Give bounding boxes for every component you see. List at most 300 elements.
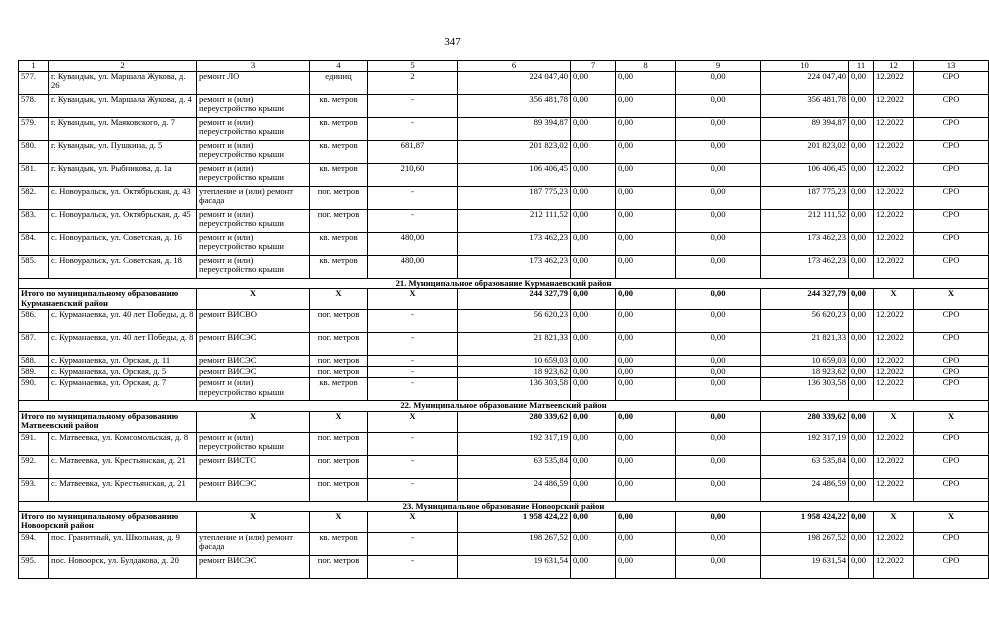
row-number: 590.	[19, 378, 49, 401]
cell-col6: 1 958 424,22	[458, 511, 571, 532]
table-row	[19, 333, 989, 356]
cell-col9: 0,00	[676, 511, 761, 532]
work-type-cell: ремонт ВИСТС	[197, 455, 310, 478]
quantity-cell: -	[368, 378, 458, 401]
cell-col8: 0,00	[616, 455, 676, 478]
cell-col8: 0,00	[616, 141, 676, 164]
cell-col10: 244 327,79	[761, 289, 849, 310]
subtotal-label: Итого по муниципальному образованию Курманаевский район	[19, 289, 197, 310]
cell-col8: 0,00	[616, 72, 676, 95]
cell-col6: 187 775,23	[458, 187, 571, 210]
quantity-cell: 681,87	[368, 141, 458, 164]
work-type-cell: утепление и (или) ремонт фасада	[197, 532, 310, 555]
cell-col11: 0,00	[849, 411, 874, 432]
unit-cell: кв. метров	[310, 118, 368, 141]
row-number: 594.	[19, 532, 49, 555]
cell-col12: 12.2022	[874, 310, 914, 333]
cell-col13: СРО	[914, 72, 989, 95]
cell-col7: 0,00	[571, 210, 616, 233]
cell-col8: 0,00	[616, 432, 676, 455]
cell-col7: 0,00	[571, 532, 616, 555]
cell-col8: 0,00	[616, 511, 676, 532]
column-number-cell: 2	[49, 61, 197, 72]
cell-col6: 244 327,79	[458, 289, 571, 310]
column-number-cell: 11	[849, 61, 874, 72]
cell-col10: 63 535,84	[761, 455, 849, 478]
cell-col9: 0,00	[676, 118, 761, 141]
row-number: 583.	[19, 210, 49, 233]
cell-col9: 0,00	[676, 164, 761, 187]
quantity-cell: -	[368, 367, 458, 378]
table-row	[19, 455, 989, 478]
cell-col13: X	[914, 411, 989, 432]
row-number: 593.	[19, 478, 49, 501]
cell-col9: 0,00	[676, 333, 761, 356]
cell-col8: 0,00	[616, 356, 676, 367]
work-type-cell: ремонт и (или) переустройство крыши	[197, 432, 310, 455]
cell-col11: 0,00	[849, 378, 874, 401]
quantity-cell: 210,60	[368, 164, 458, 187]
cell-col10: 356 481,78	[761, 95, 849, 118]
work-type-cell: ремонт ВИСЭС	[197, 356, 310, 367]
table-row	[19, 141, 989, 164]
cell-col10: 21 821,33	[761, 333, 849, 356]
column-number-cell: 3	[197, 61, 310, 72]
quantity-cell: 480,00	[368, 233, 458, 256]
quantity-cell: -	[368, 478, 458, 501]
unit-cell: пог. метров	[310, 555, 368, 578]
cell-col8: 0,00	[616, 310, 676, 333]
work-type-cell: ремонт и (или) переустройство крыши	[197, 378, 310, 401]
cell-col7: 0,00	[571, 378, 616, 401]
cell-col11: 0,00	[849, 532, 874, 555]
cell-col6: 18 923,62	[458, 367, 571, 378]
table-row	[19, 555, 989, 578]
cell-col8: 0,00	[616, 367, 676, 378]
address-cell: с. Новоуральск, ул. Советская, д. 16	[49, 233, 197, 256]
table-row	[19, 187, 989, 210]
cell-col12: 12.2022	[874, 164, 914, 187]
unit-cell: пог. метров	[310, 187, 368, 210]
cell-col8: 0,00	[616, 256, 676, 279]
row-number: 587.	[19, 333, 49, 356]
section-heading-row	[19, 279, 989, 289]
cell-col12: 12.2022	[874, 118, 914, 141]
row-number: 595.	[19, 555, 49, 578]
cell-col12: 12.2022	[874, 256, 914, 279]
cell-col6: 56 620,23	[458, 310, 571, 333]
quantity-cell: -	[368, 532, 458, 555]
cell-col6: 24 486,59	[458, 478, 571, 501]
cell-col13: СРО	[914, 532, 989, 555]
cell-col8: 0,00	[616, 233, 676, 256]
cell-col9: 0,00	[676, 356, 761, 367]
subtotal-label: Итого по муниципальному образованию Новоорский район	[19, 511, 197, 532]
table-row	[19, 356, 989, 367]
subtotal-label: Итого по муниципальному образованию Матвеевский район	[19, 411, 197, 432]
cell-col12: 12.2022	[874, 555, 914, 578]
cell-col6: 89 394,87	[458, 118, 571, 141]
row-number: 578.	[19, 95, 49, 118]
cell-col6: 10 659,03	[458, 356, 571, 367]
cell-col11: 0,00	[849, 455, 874, 478]
cell-col9: 0,00	[676, 532, 761, 555]
cell-col11: 0,00	[849, 289, 874, 310]
cell-col11: 0,00	[849, 141, 874, 164]
cell-col13: СРО	[914, 310, 989, 333]
table-row	[19, 256, 989, 279]
row-number: 577.	[19, 72, 49, 95]
quantity-cell: -	[368, 555, 458, 578]
cell-col11: 0,00	[849, 210, 874, 233]
cell-col6: 173 462,23	[458, 256, 571, 279]
cell-col9: 0,00	[676, 141, 761, 164]
row-number: 592.	[19, 455, 49, 478]
cell-col13: СРО	[914, 118, 989, 141]
cell-col6: 21 821,33	[458, 333, 571, 356]
table-row	[19, 378, 989, 401]
cell-col12: X	[874, 411, 914, 432]
address-cell: г. Кувандык, ул. Маяковского, д. 7	[49, 118, 197, 141]
cell-col10: 173 462,23	[761, 233, 849, 256]
cell-col11: 0,00	[849, 256, 874, 279]
cell-col13: СРО	[914, 164, 989, 187]
column-number-cell: 8	[616, 61, 676, 72]
address-cell: с. Курманаевка, ул. 40 лет Победы, д. 8	[49, 310, 197, 333]
address-cell: г. Кувандык, ул. Рыбникова, д. 1а	[49, 164, 197, 187]
section-heading-row	[19, 401, 989, 411]
cell-col11: 0,00	[849, 367, 874, 378]
cell-col13: СРО	[914, 187, 989, 210]
unit-cell: пог. метров	[310, 432, 368, 455]
cell-col6: 106 406,45	[458, 164, 571, 187]
cell-col9: 0,00	[676, 233, 761, 256]
table-row	[19, 210, 989, 233]
cell-col8: 0,00	[616, 411, 676, 432]
cell-col10: 106 406,45	[761, 164, 849, 187]
cell-col6: 192 317,19	[458, 432, 571, 455]
work-type-cell: ремонт и (или) переустройство крыши	[197, 95, 310, 118]
address-cell: с. Курманаевка, ул. Орская, д. 11	[49, 356, 197, 367]
cell-col11: 0,00	[849, 310, 874, 333]
work-type-cell: ремонт ВИСЭС	[197, 333, 310, 356]
cell-col9: 0,00	[676, 310, 761, 333]
cell-col10: 187 775,23	[761, 187, 849, 210]
cell-col9: 0,00	[676, 432, 761, 455]
cell-col12: 12.2022	[874, 141, 914, 164]
cell-col7: 0,00	[571, 356, 616, 367]
cell-col13: СРО	[914, 555, 989, 578]
quantity-cell: -	[368, 118, 458, 141]
cell-col10: 280 339,62	[761, 411, 849, 432]
row-number: 586.	[19, 310, 49, 333]
column-number-cell: 4	[310, 61, 368, 72]
unit-cell: кв. метров	[310, 95, 368, 118]
page-number: 347	[444, 36, 461, 48]
section-title: 22. Муниципальное образование Матвеевский район	[19, 401, 989, 411]
table-row	[19, 118, 989, 141]
cell-col13: X	[914, 289, 989, 310]
work-type-cell: ремонт ВИСВО	[197, 310, 310, 333]
column-number-cell: 9	[676, 61, 761, 72]
quantity-cell: -	[368, 455, 458, 478]
cell-col11: 0,00	[849, 432, 874, 455]
work-type-cell: ремонт ВИСЭС	[197, 478, 310, 501]
cell-col8: 0,00	[616, 95, 676, 118]
cell-col7: 0,00	[571, 455, 616, 478]
unit-cell: пог. метров	[310, 478, 368, 501]
cell-col8: 0,00	[616, 118, 676, 141]
unit-cell: пог. метров	[310, 367, 368, 378]
address-cell: г. Кувандык, ул. Маршала Жукова, д. 26	[49, 72, 197, 95]
unit-cell: кв. метров	[310, 256, 368, 279]
address-cell: с. Матвеевка, ул. Крестьянская, д. 21	[49, 478, 197, 501]
table-row	[19, 478, 989, 501]
cell-col9: 0,00	[676, 411, 761, 432]
cell-col7: 0,00	[571, 118, 616, 141]
row-number: 584.	[19, 233, 49, 256]
cell-col9: 0,00	[676, 555, 761, 578]
cell-col5: X	[368, 289, 458, 310]
cell-col8: 0,00	[616, 210, 676, 233]
address-cell: пос. Новоорск, ул. Булдакова, д. 20	[49, 555, 197, 578]
quantity-cell: -	[368, 187, 458, 210]
cell-col7: 0,00	[571, 432, 616, 455]
cell-col12: 12.2022	[874, 333, 914, 356]
cell-col3: X	[197, 511, 310, 532]
quantity-cell: -	[368, 95, 458, 118]
cell-col9: 0,00	[676, 256, 761, 279]
cell-col12: X	[874, 289, 914, 310]
address-cell: с. Матвеевка, ул. Крестьянская, д. 21	[49, 455, 197, 478]
cell-col7: 0,00	[571, 187, 616, 210]
unit-cell: пог. метров	[310, 210, 368, 233]
table-row	[19, 72, 989, 95]
quantity-cell: -	[368, 210, 458, 233]
quantity-cell: -	[368, 432, 458, 455]
table-row	[19, 310, 989, 333]
work-type-cell: ремонт и (или) переустройство крыши	[197, 164, 310, 187]
unit-cell: пог. метров	[310, 356, 368, 367]
unit-cell: кв. метров	[310, 164, 368, 187]
unit-cell: кв. метров	[310, 141, 368, 164]
cell-col7: 0,00	[571, 72, 616, 95]
cell-col8: 0,00	[616, 187, 676, 210]
cell-col12: 12.2022	[874, 455, 914, 478]
cell-col6: 198 267,52	[458, 532, 571, 555]
row-number: 582.	[19, 187, 49, 210]
work-type-cell: ремонт и (или) переустройство крыши	[197, 256, 310, 279]
unit-cell: пог. метров	[310, 310, 368, 333]
cell-col7: 0,00	[571, 256, 616, 279]
cell-col8: 0,00	[616, 333, 676, 356]
address-cell: с. Курманаевка, ул. 40 лет Победы, д. 8	[49, 333, 197, 356]
cell-col9: 0,00	[676, 210, 761, 233]
row-number: 591.	[19, 432, 49, 455]
column-number-cell: 7	[571, 61, 616, 72]
work-type-cell: ремонт и (или) переустройство крыши	[197, 233, 310, 256]
table-row	[19, 532, 989, 555]
work-type-cell: ремонт ЛО	[197, 72, 310, 95]
unit-cell: пог. метров	[310, 455, 368, 478]
cell-col7: 0,00	[571, 141, 616, 164]
unit-cell: кв. метров	[310, 233, 368, 256]
quantity-cell: 480,00	[368, 256, 458, 279]
cell-col11: 0,00	[849, 164, 874, 187]
cell-col12: 12.2022	[874, 187, 914, 210]
cell-col6: 19 631,54	[458, 555, 571, 578]
address-cell: с. Курманаевка, ул. Орская, д. 5	[49, 367, 197, 378]
cell-col10: 89 394,87	[761, 118, 849, 141]
capital-repair-register-table	[18, 60, 989, 579]
cell-col12: 12.2022	[874, 478, 914, 501]
cell-col7: 0,00	[571, 95, 616, 118]
section-title: 21. Муниципальное образование Курманаевский район	[19, 279, 989, 289]
cell-col8: 0,00	[616, 478, 676, 501]
table-row	[19, 432, 989, 455]
unit-cell: кв. метров	[310, 378, 368, 401]
subtotal-row	[19, 511, 989, 532]
quantity-cell: -	[368, 356, 458, 367]
cell-col7: 0,00	[571, 411, 616, 432]
cell-col6: 201 823,02	[458, 141, 571, 164]
cell-col12: 12.2022	[874, 356, 914, 367]
cell-col9: 0,00	[676, 478, 761, 501]
work-type-cell: ремонт и (или) переустройство крыши	[197, 210, 310, 233]
cell-col13: СРО	[914, 478, 989, 501]
cell-col13: СРО	[914, 367, 989, 378]
cell-col9: 0,00	[676, 95, 761, 118]
cell-col6: 280 339,62	[458, 411, 571, 432]
table-body	[19, 61, 989, 579]
work-type-cell: ремонт и (или) переустройство крыши	[197, 118, 310, 141]
cell-col10: 224 047,40	[761, 72, 849, 95]
cell-col12: 12.2022	[874, 378, 914, 401]
address-cell: с. Новоуральск, ул. Октябрьская, д. 45	[49, 210, 197, 233]
cell-col10: 56 620,23	[761, 310, 849, 333]
cell-col6: 212 111,52	[458, 210, 571, 233]
cell-col12: X	[874, 511, 914, 532]
cell-col9: 0,00	[676, 378, 761, 401]
cell-col12: 12.2022	[874, 72, 914, 95]
subtotal-row	[19, 411, 989, 432]
address-cell: г. Кувандык, ул. Маршала Жукова, д. 4	[49, 95, 197, 118]
address-cell: с. Новоуральск, ул. Советская, д. 18	[49, 256, 197, 279]
cell-col3: X	[197, 411, 310, 432]
work-type-cell: утепление и (или) ремонт фасада	[197, 187, 310, 210]
cell-col12: 12.2022	[874, 432, 914, 455]
section-title: 23. Муниципальное образование Новоорский район	[19, 501, 989, 511]
column-number-cell: 5	[368, 61, 458, 72]
cell-col13: X	[914, 511, 989, 532]
cell-col11: 0,00	[849, 478, 874, 501]
cell-col13: СРО	[914, 141, 989, 164]
cell-col7: 0,00	[571, 555, 616, 578]
quantity-cell: -	[368, 310, 458, 333]
address-cell: г. Кувандык, ул. Пушкина, д. 5	[49, 141, 197, 164]
cell-col13: СРО	[914, 455, 989, 478]
table-row	[19, 367, 989, 378]
unit-cell: единиц	[310, 72, 368, 95]
work-type-cell: ремонт и (или) переустройство крыши	[197, 141, 310, 164]
cell-col9: 0,00	[676, 367, 761, 378]
cell-col7: 0,00	[571, 164, 616, 187]
unit-cell: кв. метров	[310, 532, 368, 555]
cell-col8: 0,00	[616, 289, 676, 310]
cell-col8: 0,00	[616, 164, 676, 187]
row-number: 581.	[19, 164, 49, 187]
cell-col7: 0,00	[571, 310, 616, 333]
cell-col7: 0,00	[571, 333, 616, 356]
cell-col13: СРО	[914, 233, 989, 256]
cell-col10: 136 303,58	[761, 378, 849, 401]
cell-col13: СРО	[914, 333, 989, 356]
cell-col4: X	[310, 511, 368, 532]
address-cell: с. Курманаевка, ул. Орская, д. 7	[49, 378, 197, 401]
cell-col8: 0,00	[616, 555, 676, 578]
cell-col8: 0,00	[616, 378, 676, 401]
column-number-cell: 13	[914, 61, 989, 72]
row-number: 585.	[19, 256, 49, 279]
cell-col13: СРО	[914, 432, 989, 455]
cell-col6: 63 535,84	[458, 455, 571, 478]
cell-col12: 12.2022	[874, 532, 914, 555]
row-number: 580.	[19, 141, 49, 164]
cell-col11: 0,00	[849, 511, 874, 532]
cell-col12: 12.2022	[874, 367, 914, 378]
table-row	[19, 164, 989, 187]
table-row	[19, 95, 989, 118]
cell-col9: 0,00	[676, 455, 761, 478]
address-cell: с. Матвеевка, ул. Комсомольская, д. 8	[49, 432, 197, 455]
cell-col11: 0,00	[849, 555, 874, 578]
cell-col3: X	[197, 289, 310, 310]
column-number-cell: 12	[874, 61, 914, 72]
cell-col5: X	[368, 411, 458, 432]
cell-col11: 0,00	[849, 95, 874, 118]
cell-col10: 10 659,03	[761, 356, 849, 367]
cell-col10: 24 486,59	[761, 478, 849, 501]
quantity-cell: -	[368, 333, 458, 356]
cell-col13: СРО	[914, 378, 989, 401]
cell-col10: 201 823,02	[761, 141, 849, 164]
cell-col8: 0,00	[616, 532, 676, 555]
cell-col7: 0,00	[571, 478, 616, 501]
cell-col9: 0,00	[676, 72, 761, 95]
cell-col13: СРО	[914, 95, 989, 118]
cell-col10: 173 462,23	[761, 256, 849, 279]
cell-col12: 12.2022	[874, 95, 914, 118]
cell-col10: 198 267,52	[761, 532, 849, 555]
cell-col13: СРО	[914, 210, 989, 233]
cell-col11: 0,00	[849, 356, 874, 367]
cell-col11: 0,00	[849, 72, 874, 95]
column-number-cell: 6	[458, 61, 571, 72]
cell-col6: 224 047,40	[458, 72, 571, 95]
table-row	[19, 233, 989, 256]
cell-col10: 18 923,62	[761, 367, 849, 378]
row-number: 579.	[19, 118, 49, 141]
work-type-cell: ремонт ВИСЭС	[197, 367, 310, 378]
row-number: 589.	[19, 367, 49, 378]
cell-col9: 0,00	[676, 187, 761, 210]
cell-col13: СРО	[914, 256, 989, 279]
cell-col10: 212 111,52	[761, 210, 849, 233]
column-number-cell: 1	[19, 61, 49, 72]
work-type-cell: ремонт ВИСЭС	[197, 555, 310, 578]
cell-col11: 0,00	[849, 333, 874, 356]
cell-col6: 173 462,23	[458, 233, 571, 256]
